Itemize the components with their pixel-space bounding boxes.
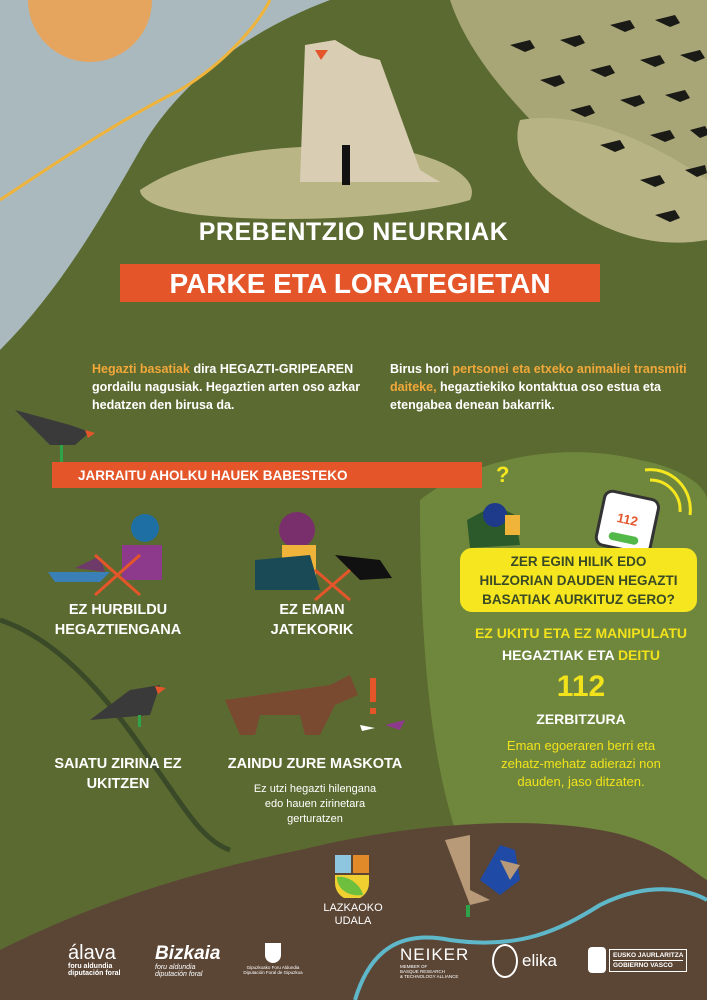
tip-no-feed (212, 600, 412, 640)
lazkao-logo (333, 853, 373, 903)
alava-logo (68, 943, 121, 977)
intro-right-text: hegaztiekiko kontaktua oso estua eta etengabea denean bakarrik. (390, 380, 661, 412)
detail-line: Eman egoeraren berri eta (506, 738, 656, 753)
tip-sub: Ez utzi hegazti hilengana (253, 783, 377, 795)
intro-right (390, 360, 690, 414)
neiker-sub: BASQUE RESEARCH (400, 969, 446, 974)
alava-sub: foru aldundia (68, 963, 113, 970)
intro-left-highlight: Hegazti basatiak (92, 362, 190, 376)
eusko-line: GOBIERNO VASCO (613, 960, 683, 970)
municipality-name (313, 902, 393, 928)
tip-line: EZ EMAN (279, 602, 345, 618)
gipuzkoa-sub: Diputación Foral de Gipuzkoa (243, 970, 303, 975)
tip-line: SAIATU ZIRINA EZ (54, 756, 182, 772)
tip-no-approach (18, 600, 218, 640)
instruction-call: DEITU (617, 647, 660, 663)
detail-line: zehatz-mehatz adierazi non (501, 756, 661, 771)
tip-line: EZ HURBILDU (68, 602, 168, 618)
instruction-line1: EZ UKITU ETA EZ MANIPULATU (474, 625, 688, 641)
bizkaia-sub: diputación foral (155, 971, 203, 978)
neiker-logo (400, 946, 469, 979)
neiker-sub: & TECHNOLOGY ALLIANCE (400, 974, 459, 979)
elika-name: elika (522, 951, 557, 970)
instruction-line2 (455, 646, 707, 664)
gipuzkoa-logo (238, 943, 308, 975)
tip-line: HEGAZTIENGANA (54, 622, 182, 638)
intro-left-text: dira HEGAZTI-GRIPEAREN gordailu nagusiak. Hegaztien arten oso azkar hedatzen den birusa da. (92, 362, 361, 412)
box-line: BASATIAK AURKITUZ GERO? (482, 592, 675, 607)
bizkaia-sub: foru aldundia (155, 964, 196, 971)
bizkaia-logo (155, 944, 220, 978)
tip-line: JATEKORIK (270, 622, 354, 638)
eusko-jaurlaritza-logo (588, 947, 687, 973)
intro-right-highlight: pertsonei eta etxeko animaliei transmiti daiteke, (390, 362, 687, 394)
tip-line: ZAINDU ZURE MASKOTA (227, 756, 403, 772)
instruction-detail (455, 737, 707, 791)
intro-left (92, 360, 372, 414)
question-mark: ? (496, 462, 510, 487)
lazkao-shield-icon (333, 853, 373, 898)
municipality-line: LAZKAOKO (323, 902, 383, 914)
municipality-line: UDALA (334, 915, 372, 927)
tip-no-droppings (18, 754, 218, 794)
instruction-text: HEGAZTIAK ETA (502, 647, 618, 663)
tip-pet (205, 754, 425, 774)
neiker-name: NEIKER (400, 945, 470, 964)
eusko-line: EUSKO JAURLARITZA (613, 951, 684, 959)
bizkaia-name: Bizkaia (155, 943, 221, 964)
box-line: HILZORIAN DAUDEN HEGAZTI (479, 573, 678, 588)
detail-line: dauden, jaso ditzaten. (517, 774, 645, 789)
neiker-sub: MEMBER OF (400, 964, 428, 969)
service-label: ZERBITZURA (536, 711, 626, 727)
page-title: PREBENTZIO NEURRIAK (198, 218, 509, 246)
tip-sub: edo hauen zirinetara (264, 798, 366, 810)
emergency-number: 112 (556, 670, 606, 703)
subtitle-banner: PARKE ETA LORATEGIETAN (120, 264, 600, 302)
tip-sub: gerturatzen (287, 813, 343, 825)
gipuzkoa-sub: Gipuzkoako Foru Aldundia (246, 965, 300, 970)
basque-coat-of-arms-icon (588, 947, 606, 973)
advice-bar: JARRAITU AHOLKU HAUEK BABESTEKO (52, 462, 482, 488)
intro-right-start: Birus hori (390, 362, 453, 376)
phone-screen-number: 112 (615, 509, 640, 530)
gipuzkoa-shield-icon (265, 943, 281, 963)
tip-line: UKITZEN (86, 776, 150, 792)
alava-sub: diputación foral (68, 970, 121, 977)
tip-pet-detail (205, 782, 425, 827)
elika-emblem-icon (492, 944, 518, 978)
alava-name: álava (68, 942, 116, 964)
eusko-text (609, 949, 687, 972)
what-to-do-box (460, 548, 697, 612)
box-line: ZER EGIN HILIK EDO (510, 554, 647, 569)
elika-logo (492, 944, 557, 978)
